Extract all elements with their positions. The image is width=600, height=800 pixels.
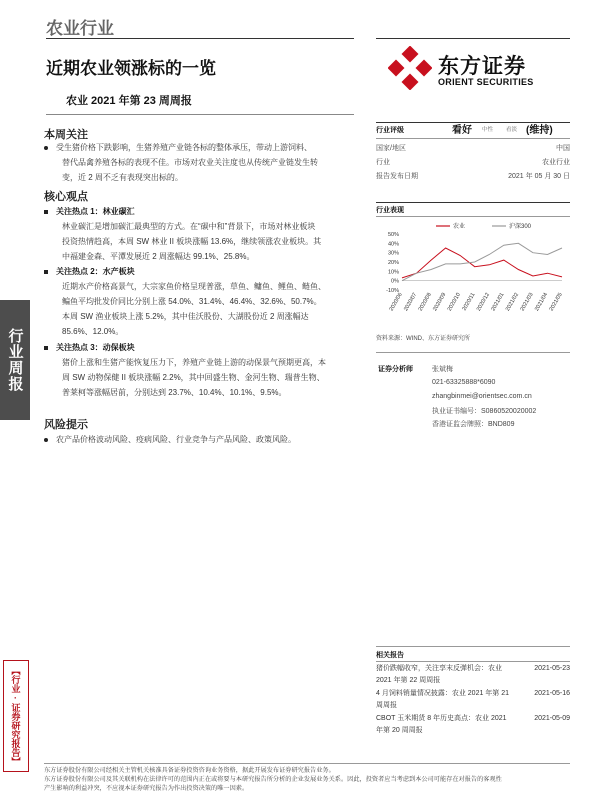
bullet-square-icon — [44, 346, 48, 350]
page-subtitle: 农业 2021 年第 23 周周报 — [66, 95, 192, 107]
x-tick-label: 2020/12 — [475, 292, 492, 313]
rating-level-neutral: 中性 — [482, 127, 494, 133]
analyst-hk-license: 香港证监会牌照：BND809 — [432, 421, 515, 428]
logo-cn: 东方证券 — [438, 55, 526, 78]
related-rule-2 — [376, 661, 570, 662]
x-tick-label: 2021/04 — [534, 292, 550, 313]
analyst-license: 执业证书编号：S0860520020002 — [432, 408, 537, 415]
analyst-phone: 021-63325888*6090 — [432, 379, 496, 386]
y-tick-label: 10% — [387, 269, 399, 276]
x-tick-label: 2021/01 — [490, 292, 506, 313]
x-tick-label: 2021/02 — [504, 292, 521, 313]
info-industry-key: 行业 — [376, 159, 390, 166]
x-tick-label: 2021/03 — [519, 292, 535, 313]
footer-rule — [44, 763, 570, 764]
x-tick-label: 2020/07 — [403, 292, 419, 313]
rating-status: (维持) — [526, 125, 553, 136]
risk-title: 风险提示 — [44, 419, 88, 431]
x-tick-label: 2020/11 — [461, 292, 477, 312]
x-tick-label: 2020/08 — [417, 292, 433, 313]
legend-label: 农业 — [453, 224, 466, 230]
x-tick-label: 2020/09 — [432, 292, 448, 313]
header-rule — [46, 38, 354, 39]
side-tab-weekly: 行业周报 — [0, 300, 30, 420]
y-tick-label: 50% — [387, 232, 399, 238]
focus-title: 本周关注 — [44, 129, 88, 141]
bullet-square-icon — [44, 270, 48, 274]
y-tick-label: 30% — [387, 250, 399, 257]
related-report-1[interactable]: 猪价跌幅收窄，关注享末反弹机会：农业 2021 年第 22 周周报 — [376, 665, 502, 684]
related-report-3[interactable]: CBOT 玉米期货 8 年历史高点：农业 2021 年第 20 周周报 — [376, 715, 507, 734]
y-tick-label: -10% — [386, 288, 399, 294]
subtitle-rule — [46, 114, 354, 115]
y-tick-label: 0% — [391, 278, 399, 285]
core-title: 核心观点 — [44, 191, 88, 203]
analyst-rule — [376, 352, 570, 353]
chart-source: 资料来源：WIND、东方证券研究所 — [376, 336, 470, 342]
chart-rule — [376, 202, 570, 203]
rating-rule-2 — [376, 138, 570, 139]
bullet-icon — [44, 438, 48, 442]
related-title: 相关报告 — [376, 652, 404, 659]
x-tick-label: 2021/05 — [548, 292, 564, 313]
info-industry-val: 农业行业 — [542, 159, 570, 166]
focus-text: 受生猪价格下跌影响，生猪养殖产业链各标的整体承压，带动上游饲料、 替代品禽养殖各标的表现不佳。市场对农业关注度也从传统产业链发生转 变，近 2 周不乏有表现突出标的。 — [44, 140, 358, 185]
info-date-val: 2021 年 05 月 30 日 — [508, 173, 570, 180]
side-tab-report-type: 【行业·证券研究报告】 — [3, 660, 29, 772]
page-title: 近期农业领涨标的一览 — [46, 59, 216, 78]
info-country-key: 国家/地区 — [376, 145, 406, 152]
footer-disclaimer: 东方证券股份有限公司经相关主管机关核准具备证券投资咨询业务资格，据此开展发布证券研究报告业务。 东方证券股份有限公司及其关联机构在法律许可的范围内正在或将要与本研究报告所分析的企业发展业务关系。因此，投资者应当考虑到本公司可能存在对报告的客观性 产生影响的利益冲突，不应视本证券研究报告为作出投资决策的唯一因素。 — [44, 767, 502, 792]
core-point-1: 关注热点 1：林业碳汇 林业碳汇是增加碳汇最典型的方式。在“碳中和”背景下，市场对林业板块 投资热情趋高，本周 SW 林业 II 板块涨幅 13.6%，继续领涨农业板块。其 中福建金森、平潭发展近 2 周涨幅达 99.1%、25.8%。 — [44, 204, 358, 264]
rating-value: 看好 — [452, 125, 472, 136]
legend-label: 沪深300 — [509, 224, 532, 230]
related-report-2-date: 2021-05-16 — [534, 690, 570, 697]
risk-text: 农产品价格波动风险、疫病风险、行业竞争与产品风险、政策风险。 — [44, 432, 358, 447]
analyst-name: 张斌梅 — [432, 366, 453, 373]
industry-performance-chart — [376, 220, 570, 328]
x-tick-label: 2020/06 — [388, 292, 404, 313]
series-line — [402, 248, 562, 278]
chart-rule-2 — [376, 216, 570, 217]
info-date-key: 报告发布日期 — [376, 173, 418, 180]
related-report-3-date: 2021-05-09 — [534, 715, 570, 722]
category-label: 农业行业 — [46, 19, 114, 38]
rating-label: 行业评级 — [376, 127, 404, 134]
bullet-square-icon — [44, 210, 48, 214]
bullet-icon — [44, 146, 48, 150]
info-country-val: 中国 — [556, 145, 570, 152]
y-tick-label: 40% — [387, 241, 399, 248]
analyst-label: 证券分析师 — [378, 366, 413, 373]
logo-en: ORIENT SECURITIES — [438, 77, 534, 87]
related-report-1-date: 2021-05-23 — [534, 665, 570, 672]
x-tick-label: 2020/10 — [446, 292, 462, 313]
chart-section-title: 行业表现 — [376, 207, 404, 214]
rating-level-bearish: 看淡 — [506, 127, 518, 133]
core-point-2: 关注热点 2：水产板块 近期水产价格高景气，大宗家鱼价格呈现普涨，草鱼、鳙鱼、鲤鱼、鲢鱼、 鳊鱼平均批发价同比分别上涨 54.0%、31.4%、46.4%、32.6%、50.7%。 本周 SW 渔业板块上涨 5.2%，其中佳沃股份、大湖股份近 2 周涨幅达 85.6%、12.0%。 — [44, 264, 358, 339]
analyst-email[interactable]: zhangbinmei@orientsec.com.cn — [432, 393, 532, 400]
orient-logo-icon — [388, 46, 432, 90]
y-tick-label: 20% — [387, 260, 399, 266]
related-rule — [376, 646, 570, 647]
related-report-2[interactable]: 4 月饲料销量情况披露：农业 2021 年第 21 周周报 — [376, 690, 510, 709]
header-rule-right — [376, 38, 570, 39]
core-point-3: 关注热点 3：动保板块 猪价上涨和生猪产能恢复压力下，养殖产业链上游的动保景气预期更高，本 周 SW 动物保健 II 板块涨幅 2.2%，其中回盛生物、金河生物、瑞普生物、 普莱柯等涨幅居前，分别达到 23.7%、10.4%、10.1%、9.5%。 — [44, 340, 358, 400]
